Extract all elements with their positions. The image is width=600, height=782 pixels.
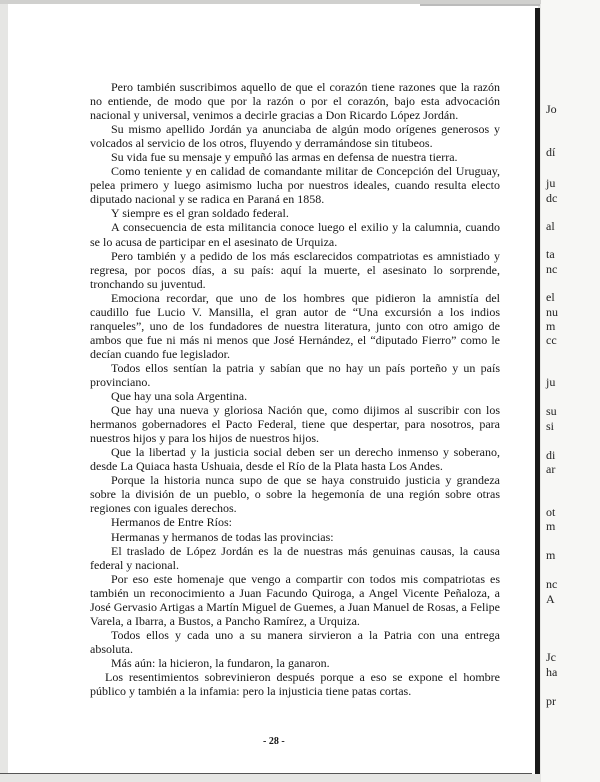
next-page-fragment: ju [546, 176, 556, 190]
scan-edge-top [420, 4, 540, 6]
scan-bottom-edge [0, 773, 532, 774]
paragraph: Más aún: la hicieron, la fundaron, la ganaron. [111, 655, 330, 670]
next-page-fragment: m [546, 519, 556, 533]
paragraph: Que hay una sola Argentina. [111, 389, 248, 404]
paragraph: Su mismo apellido Jordán ya anunciaba de algún modo orígenes generosos y volcados al servicio de los otros, fluyendo y derramándose sin titubeos. [90, 122, 500, 151]
paragraph: Hermanos de Entre Ríos: [111, 515, 232, 530]
next-page-fragment: dc [546, 191, 558, 205]
paragraph: Por eso este homenaje que vengo a compartir con todos mis compatriotas es también un reconocimiento a Juan Facundo Quiroga, a Angel Vicente Peñaloza, a José Gervasio Artigas a Martín Miguel de Guemes, a Juan Manuel de Rosas, a Felipe Varela, a Ibarra, a Bustos, a Pancho Ramírez, a Urquiza. [90, 571, 500, 628]
next-page-fragment: su [546, 404, 557, 418]
next-page-fragment: ta [546, 247, 555, 261]
paragraph: Los resentimientos sobrevinieron después porque a eso se expone el hombre público y también a la infamia: pero la injusticia tiene patas cortas. [90, 669, 500, 699]
next-page-fragment: Jo [546, 102, 557, 116]
next-page-fragment: m [546, 319, 556, 333]
paragraph: Su vida fue su mensaje y empuñó las armas en defensa de nuestra tierra. [111, 150, 458, 165]
paragraph: Y siempre es el gran soldado federal. [111, 206, 289, 221]
next-page-fragment: nc [546, 577, 558, 591]
paragraph: Que la libertad y la justicia social deben ser un derecho inmenso y soberano, desde La Quiaca hasta Ushuaia, desde el Río de la Plata hasta Los Andes. [90, 445, 500, 474]
next-page-fragment: nc [546, 262, 558, 276]
next-page-fragment: el [546, 290, 555, 304]
next-page-fragment: ar [546, 462, 556, 476]
next-page-fragment: Jc [546, 650, 556, 664]
paragraph: Como teniente y en calidad de comandante militar de Concepción del Uruguay, pelea primero y luego asimismo lucha por nuestros ideales, cuando resulta electo diputado nacional y se radica en Paraná en 1858. [90, 164, 500, 207]
next-page-fragment: cc [546, 333, 557, 347]
paragraph: Hermanas y hermanos de todas las provincias: [111, 529, 334, 544]
page-number: - 28 - [263, 736, 285, 747]
next-page-fragment: dí [546, 145, 556, 159]
paragraph: Todos ellos sentían la patria y sabían que no hay un país porteño y un país provinciano. [90, 360, 500, 389]
next-page-fragment: ot [546, 505, 556, 519]
paragraph: Que hay una nueva y gloriosa Nación que, como dijimos al suscribir con los hermanos gobernadores el Pacto Federal, tiene que despertar, para nosotros, para nuestros hijos y para los hijos de nuestros hijos. [90, 403, 500, 446]
paragraph: Pero también y a pedido de los más esclarecidos compatriotas es amnistiado y regresa, por pocos días, a su país: aquí la muerte, el asesinato lo sorprende, tronchando su juventud. [90, 248, 500, 291]
next-page-fragment: al [546, 219, 555, 233]
next-page-fragment: ju [546, 375, 556, 389]
next-page-strip [541, 0, 600, 782]
next-page-fragment: nu [546, 305, 558, 319]
paragraph: A consecuencia de esta militancia conoce luego el exilio y la calumnia, cuando se lo acusa de participar en el asesinato de Urquiza. [90, 220, 500, 249]
next-page-fragment: A [546, 592, 555, 606]
paragraph: El traslado de López Jordán es la de nuestras más genuinas causas, la causa federal y nacional. [90, 543, 500, 572]
book-gutter [535, 8, 540, 774]
next-page-fragment: m [546, 548, 556, 562]
paragraph: Porque la historia nunca supo de que se haya construido justicia y grandeza sobre la división de un pueblo, o sobre la hegemonía de una región sobre otras regiones con iguales derechos. [90, 473, 500, 516]
paragraph: Todos ellos y cada uno a su manera sirvieron a la Patria con una entrega absoluta. [90, 627, 500, 656]
book-page [8, 4, 538, 774]
next-page-fragment: pr [546, 694, 556, 708]
body-text [90, 80, 500, 698]
paragraph: Emociona recordar, que uno de los hombres que pidieron la amnistía del caudillo fue Lucio V. Mansilla, el gran autor de “Una excursión a los indios ranqueles”, uno de los fundadores de nuestra literatura, junto con otro amigo de ambos que fue ni más ni menos que José Hernández, el “diputado Fierro” como le decían cuando fue legislador. [90, 290, 500, 361]
next-page-fragment: si [546, 419, 555, 433]
next-page-fragment: di [546, 448, 556, 462]
paragraph: Pero también suscribimos aquello de que el corazón tiene razones que la razón no entiende, de modo que por la razón o por el corazón, bajo esta advocación nacional y universal, venimos a decirle gracias a Don Ricardo López Jordán. [90, 80, 500, 123]
next-page-fragment: ha [546, 665, 558, 679]
